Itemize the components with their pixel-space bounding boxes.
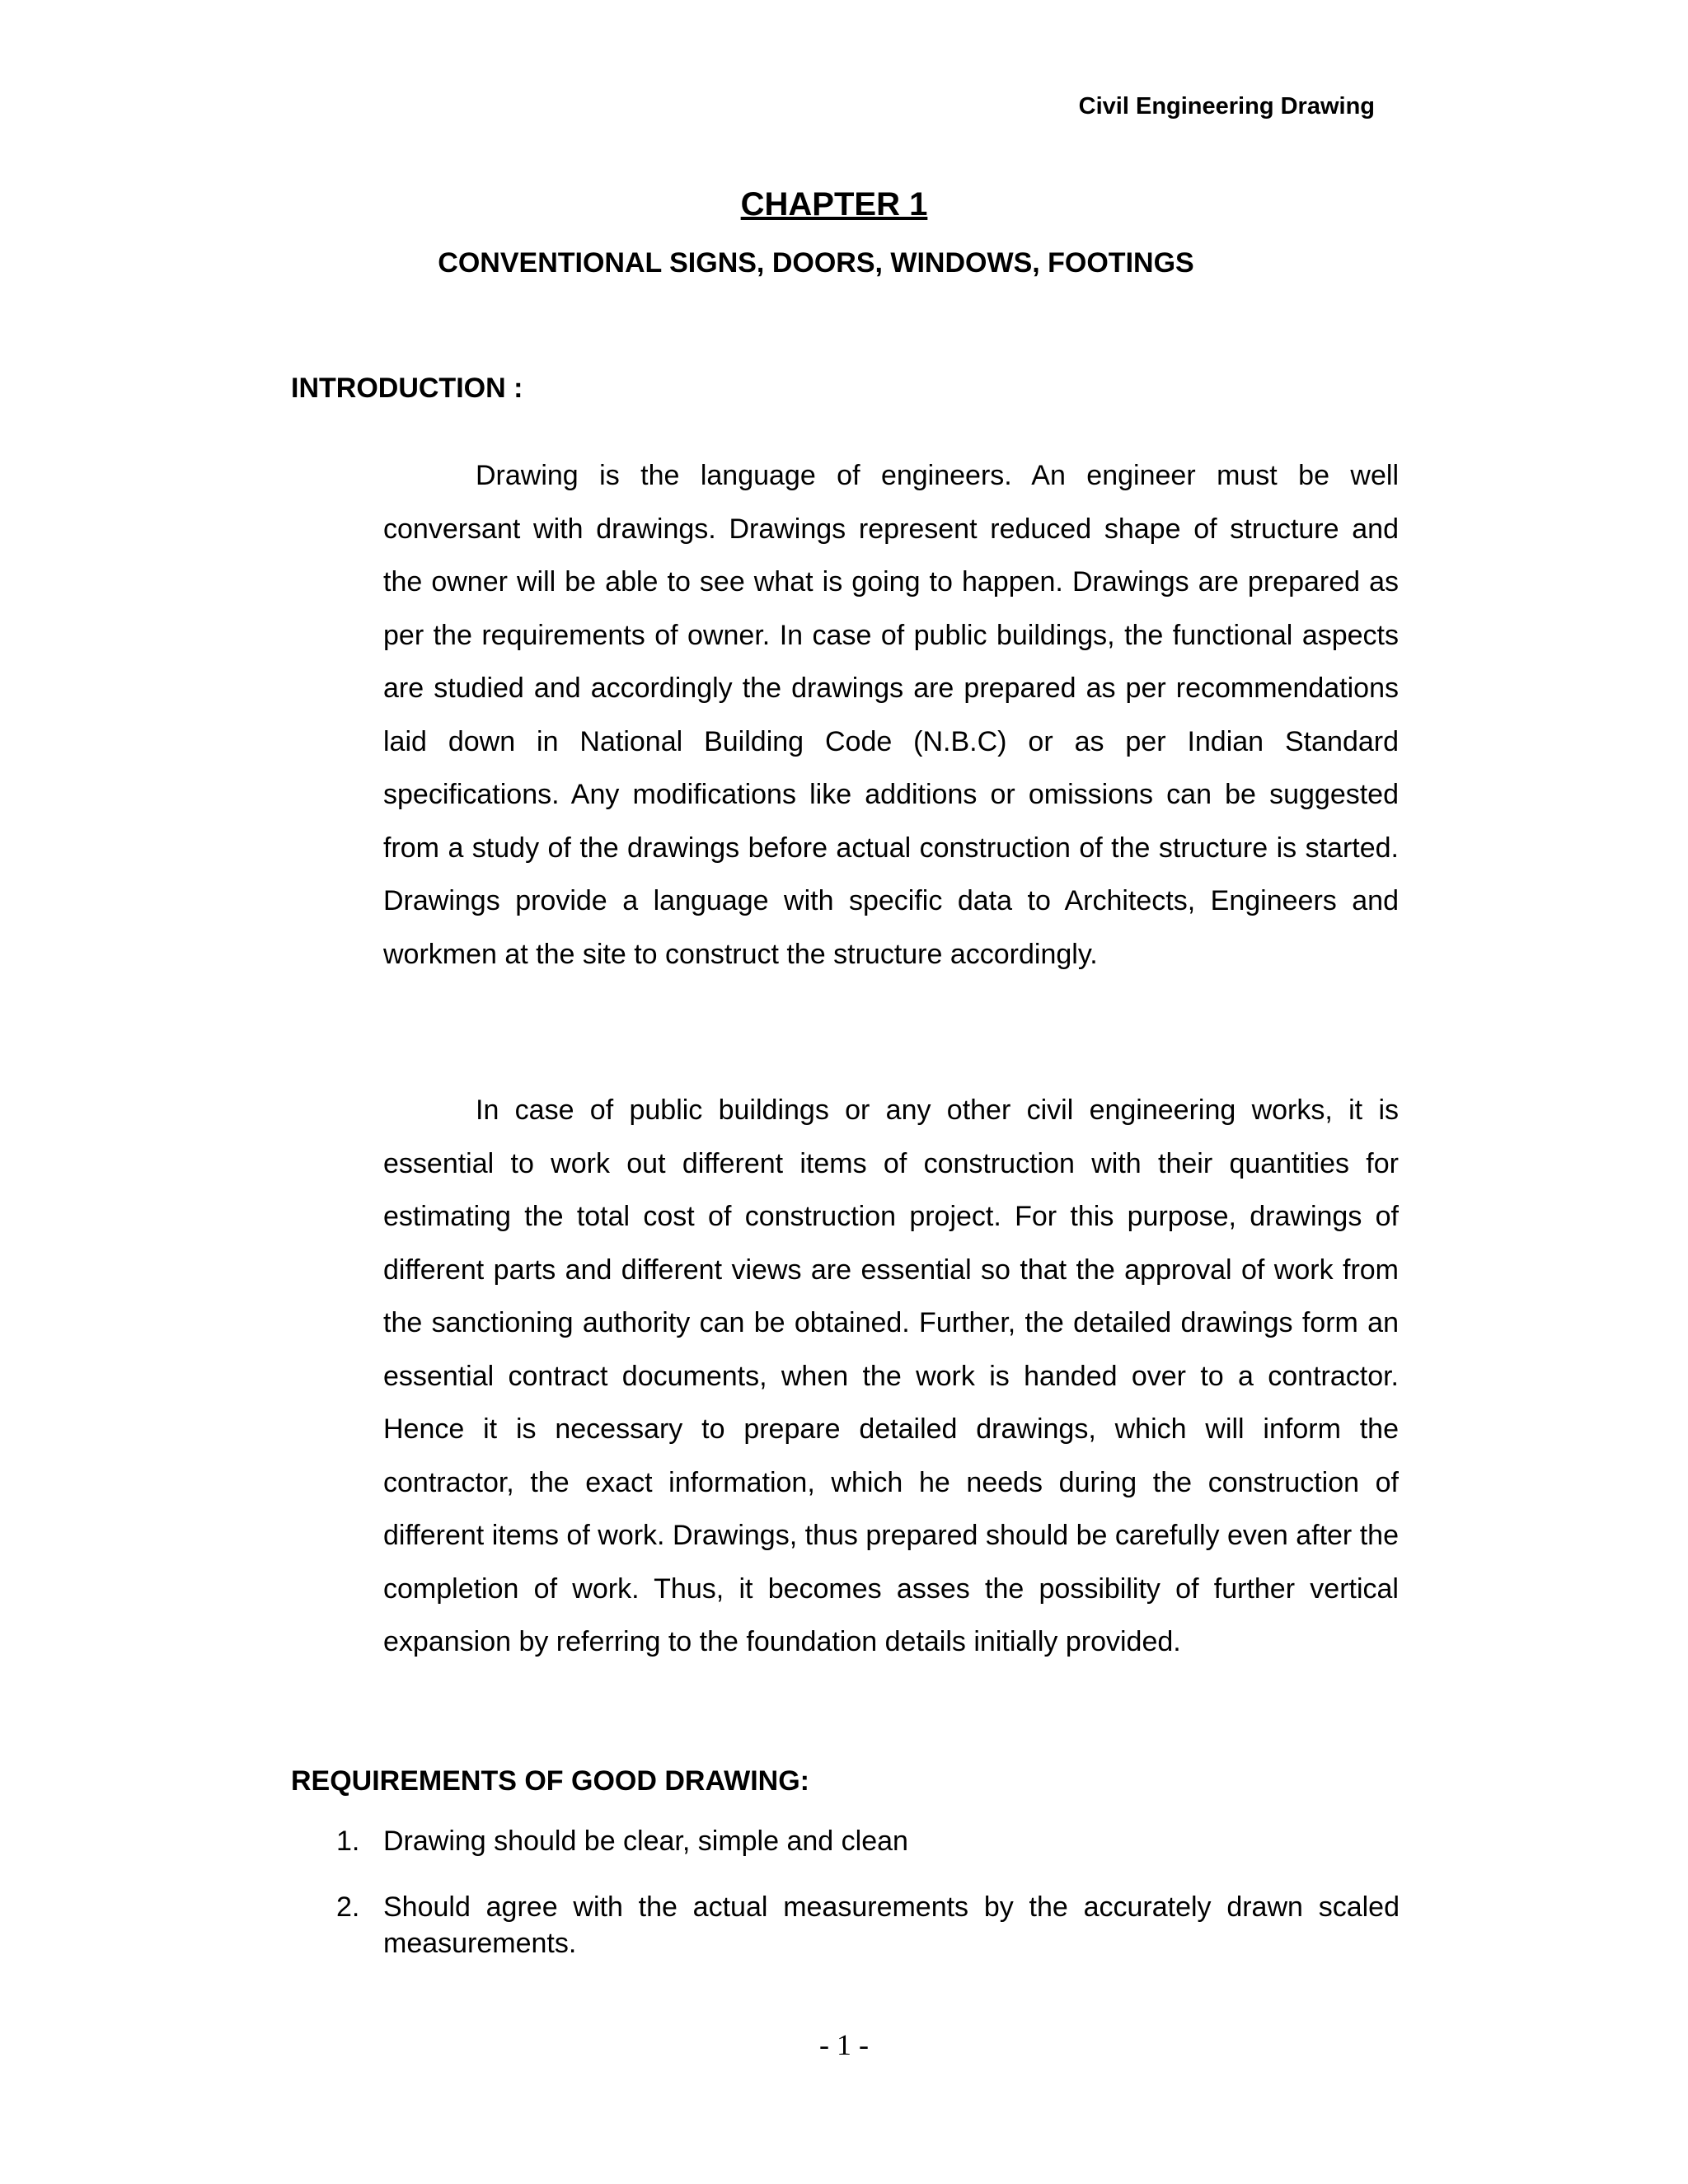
list-item bbox=[336, 1889, 1400, 1961]
running-header: Civil Engineering Drawing bbox=[1078, 93, 1375, 120]
introduction-paragraph: Drawing is the language of engineers. An engineer must be well conversant with drawings. Drawings represent reduced shape of structure and the owner will be able to see what is going to happen. Drawings are prepared as per the requirements of owner. In case of public buildings, the functional aspects are studied and accordingly the drawings are prepared as per recommendations laid down in National Building Code (N.B.C) or as per Indian Standard specifications. Any modifications like additions or omissions can be suggested from a study of the drawings before actual construction of the structure is started. Drawings provide a language with specific data to Architects, Engineers and workmen at the site to construct the structure accordingly. bbox=[383, 460, 1399, 970]
requirements-heading: REQUIREMENTS OF GOOD DRAWING: bbox=[291, 1765, 809, 1797]
chapter-title: CHAPTER 1 bbox=[740, 186, 928, 223]
list-item-text: Drawing should be clear, simple and clean bbox=[383, 1825, 908, 1857]
chapter-subtitle: CONVENTIONAL SIGNS, DOORS, WINDOWS, FOOTINGS bbox=[438, 247, 1194, 279]
list-item bbox=[336, 1823, 1400, 1859]
introduction-heading: INTRODUCTION : bbox=[291, 373, 523, 404]
list-item-text: Should agree with the actual measurements by the accurately drawn scaled measurements. bbox=[383, 1891, 1400, 1959]
introduction-paragraph: In case of public buildings or any other civil engineering works, it is essential to work out different items of construction with their quantities for estimating the total cost of construction project. For this purpose, drawings of different parts and different views are essential so that the approval of work from the sanctioning authority can be obtained. Further, the detailed drawings form an essential contract documents, when the work is handed over to a contractor. Hence it is necessary to prepare detailed drawings, which will inform the contractor, the exact information, which he needs during the construction of different items of work. Drawings, thus prepared should be carefully even after the completion of work. Thus, it becomes asses the possibility of further vertical expansion by referring to the foundation details initially provided. bbox=[383, 1094, 1399, 1657]
requirements-list bbox=[336, 1823, 1400, 1961]
page-number: - 1 - bbox=[819, 2028, 869, 2061]
list-item-number: 2. bbox=[336, 1891, 360, 1923]
list-item-number: 1. bbox=[336, 1825, 360, 1857]
